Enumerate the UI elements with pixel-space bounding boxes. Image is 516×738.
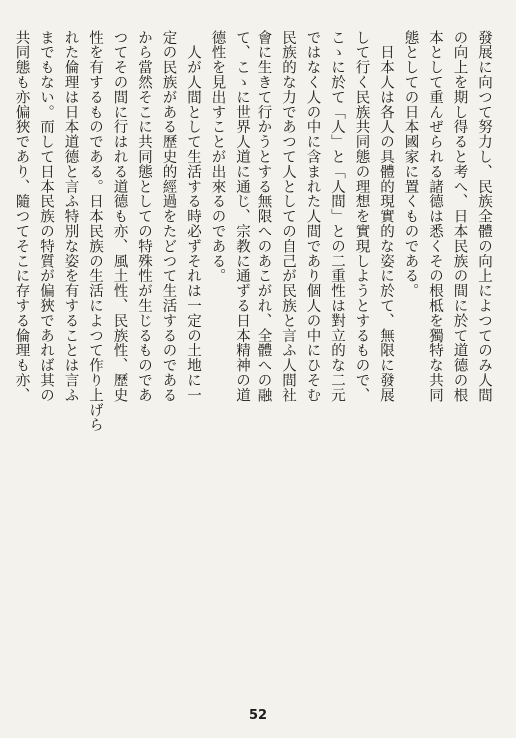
text-line: までもない。而して日本民族の特質が偏狹であれば其の <box>38 30 54 403</box>
text-line: から當然そこに共同態としての特殊性が生じるものであ <box>136 30 152 403</box>
text-line: 德性を見出すことが出來るのである。 <box>209 30 226 284</box>
text-line: 發展に向つて努力し、民族全體の向上によつてのみ人間 <box>476 30 492 403</box>
text-line: 日本人は各人の具體的現實的な姿に於て、無限に發展 <box>378 30 394 403</box>
left-text-column <box>14 30 254 690</box>
text-line: の向上を期し得ると考へ、日本民族の間に於て道德の根 <box>451 30 468 403</box>
text-line: こゝに於て「人」と「人間」との二重性は對立的な二元 <box>329 30 345 403</box>
text-line: 會に生きて行かうとする無限へのあこがれ、全體への融 <box>256 30 272 403</box>
text-line: て、こゝに世界人道に通じ、宗教に通ずる日本精神の道 <box>234 30 250 403</box>
text-line: 定の民族がある歷史的經過をたどつて生活するのである <box>160 30 177 403</box>
text-line: ではなく人の中に含まれた人間であり個人の中にひそむ <box>304 30 321 403</box>
text-line: 共同態も亦偏狹であり、隨つてそこに存する倫理も亦、 <box>14 30 30 403</box>
text-line: れた倫理は日本道德と言ふ特別な姿を有することは言ふ <box>62 30 79 403</box>
text-line: して行く民族共同態の理想を實現しようとするもので、 <box>353 30 370 403</box>
text-line: 民族的な力であつて人としての自己が民族と言ふ人間社 <box>280 30 296 403</box>
text-line: 態としての日本國家に置くものである。 <box>402 30 419 299</box>
text-line: 本として重んぜられる諸德は悉くその根柢を獨特な共同 <box>427 30 443 403</box>
text-line: 性を有するものである。日本民族の生活によつて作り上げら <box>87 30 103 433</box>
text-line: 人が人間として生活する時必ずそれは一定の土地に一 <box>185 30 201 403</box>
text-line: つてその間に行はれる道德も亦、風土性、民族性、歷史 <box>111 30 128 403</box>
right-text-column <box>256 30 496 690</box>
page-number: 52 <box>248 708 268 723</box>
